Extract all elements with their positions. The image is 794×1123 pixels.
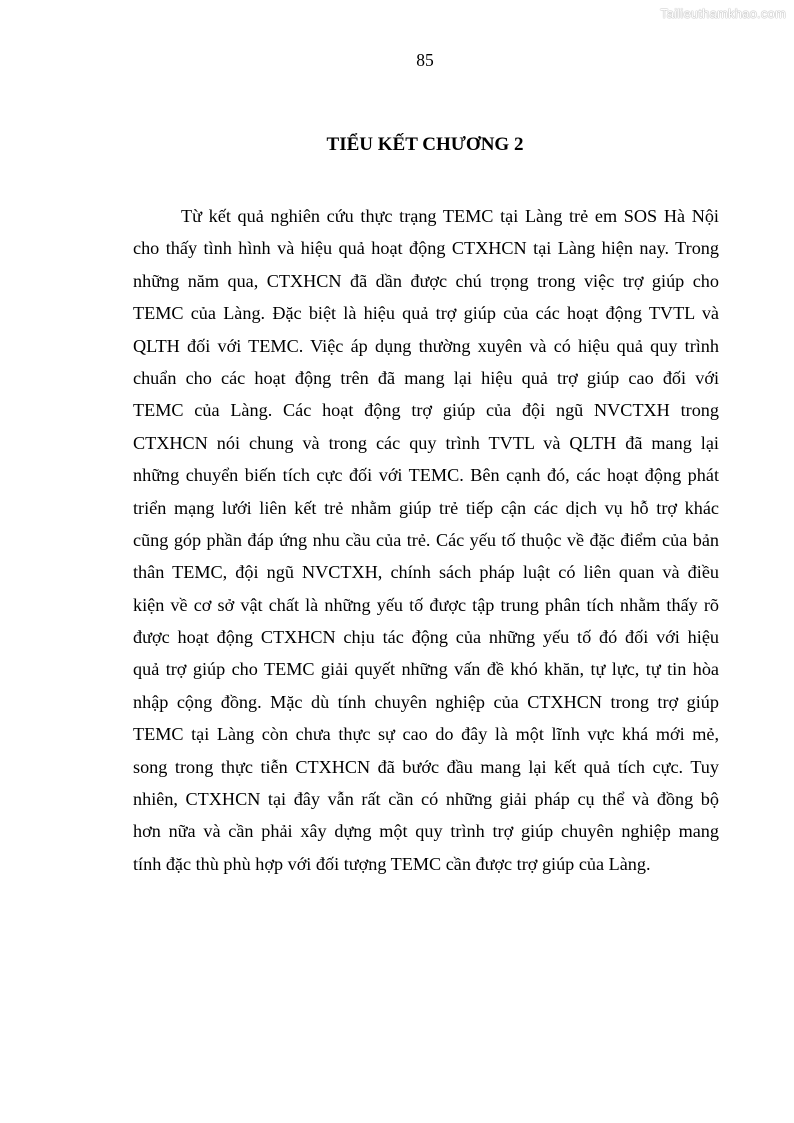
paragraph-line: tính đặc thù phù hợp với đối tượng TEMC cần được trợ giúp của Làng. bbox=[133, 853, 651, 874]
paragraph-line: song trong thực tiễn CTXHCN đã bước đầu mang lại kết quả tích cực. Tuy bbox=[133, 756, 719, 777]
watermark: Tailieuthamkhao.com bbox=[660, 6, 786, 21]
paragraph-line: cho thấy tình hình và hiệu quả hoạt động CTXHCN tại Làng hiện nay. Trong bbox=[133, 238, 719, 259]
paragraph-line: QLTH đối với TEMC. Việc áp dụng thường xuyên và có hiệu quả quy trình bbox=[133, 335, 719, 356]
page-number: 85 bbox=[416, 50, 434, 70]
paragraph-line: triển mạng lưới liên kết trẻ nhằm giúp trẻ tiếp cận các dịch vụ hỗ trợ khác bbox=[133, 497, 719, 518]
paragraph-line: kiện về cơ sở vật chất là những yếu tố được tập trung phân tích nhằm thấy rõ bbox=[133, 594, 719, 615]
chapter-summary-title: TIỂU KẾT CHƯƠNG 2 bbox=[326, 134, 524, 155]
paragraph-line: cũng góp phần đáp ứng nhu cầu của trẻ. Các yếu tố thuộc về đặc điểm của bản bbox=[133, 529, 719, 550]
paragraph-line: những năm qua, CTXHCN đã dần được chú trọng trong việc trợ giúp cho bbox=[133, 270, 719, 291]
summary-paragraph bbox=[133, 200, 719, 880]
paragraph-line: TEMC của Làng. Đặc biệt là hiệu quả trợ giúp của các hoạt động TVTL và bbox=[133, 303, 719, 324]
paragraph-line: nhập cộng đồng. Mặc dù tính chuyên nghiệp của CTXHCN trong trợ giúp bbox=[133, 691, 719, 712]
paragraph-line: được hoạt động CTXHCN chịu tác động của những yếu tố đó đối với hiệu bbox=[133, 627, 719, 648]
paragraph-line: Từ kết quả nghiên cứu thực trạng TEMC tại Làng trẻ em SOS Hà Nội bbox=[181, 206, 719, 226]
paragraph-line: TEMC của Làng. Các hoạt động trợ giúp của đội ngũ NVCTXH trong bbox=[133, 400, 719, 421]
paragraph-line: chuẩn cho các hoạt động trên đã mang lại hiệu quả trợ giúp cao đối với bbox=[133, 367, 719, 388]
paragraph-line: nhiên, CTXHCN tại đây vẫn rất cần có những giải pháp cụ thể và đồng bộ bbox=[133, 789, 719, 810]
paragraph-line: TEMC tại Làng còn chưa thực sự cao do đây là một lĩnh vực khá mới mẻ, bbox=[133, 724, 719, 745]
paragraph-line: thân TEMC, đội ngũ NVCTXH, chính sách pháp luật có liên quan và điều bbox=[133, 562, 719, 583]
paragraph-line: hơn nữa và cần phải xây dựng một quy trình trợ giúp chuyên nghiệp mang bbox=[133, 821, 719, 842]
paragraph-line: những chuyển biến tích cực đối với TEMC. Bên cạnh đó, các hoạt động phát bbox=[133, 465, 719, 486]
paragraph-line: CTXHCN nói chung và trong các quy trình TVTL và QLTH đã mang lại bbox=[133, 432, 719, 453]
paragraph-line: quả trợ giúp cho TEMC giải quyết những vấn đề khó khăn, tự lực, tự tin hòa bbox=[133, 659, 719, 680]
